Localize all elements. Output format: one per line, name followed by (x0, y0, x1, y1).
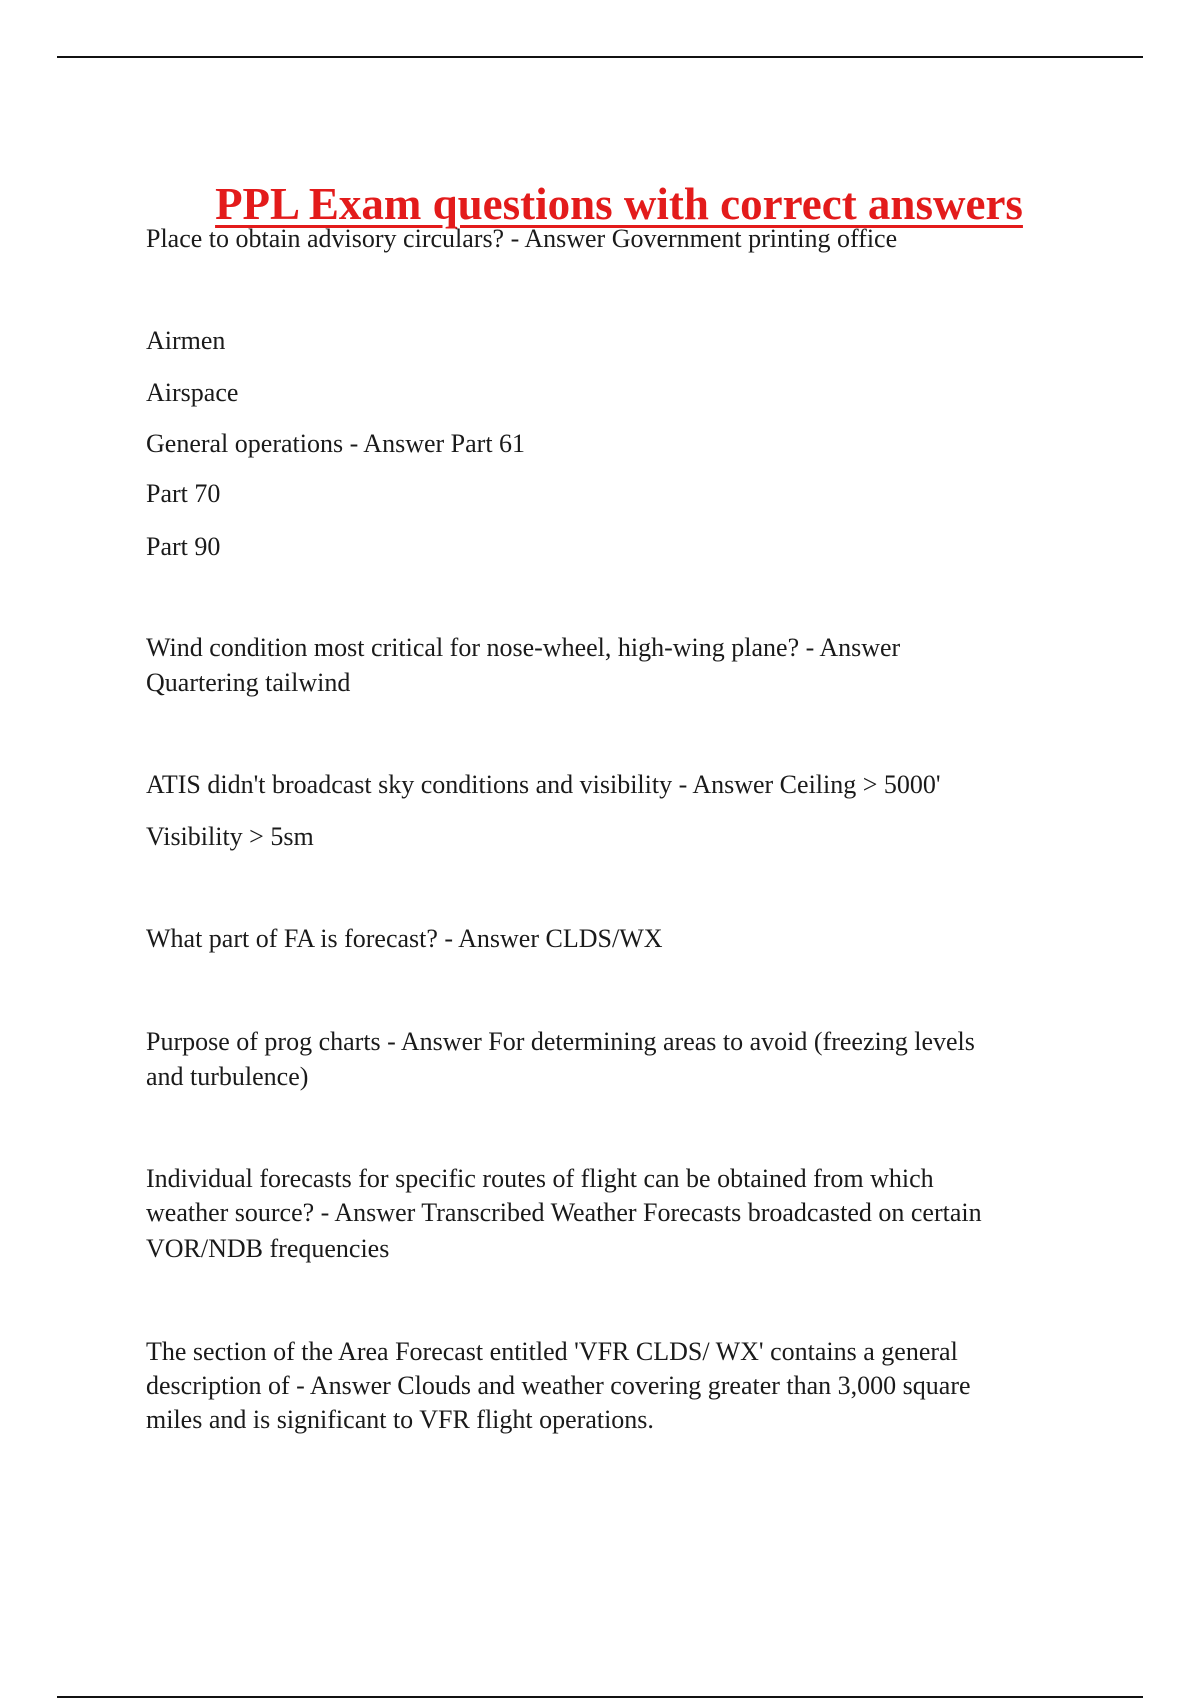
qa-line: What part of FA is forecast? - Answer CLDS/WX (146, 924, 663, 953)
qa-line: Part 70 (146, 479, 221, 508)
qa-line: The section of the Area Forecast entitled 'VFR CLDS/ WX' contains a general (146, 1337, 958, 1366)
qa-line: miles and is significant to VFR flight operations. (146, 1405, 654, 1434)
qa-line: description of - Answer Clouds and weather covering greater than 3,000 square (146, 1371, 971, 1400)
qa-line: Airspace (146, 378, 239, 407)
qa-line: Place to obtain advisory circulars? - Answer Government printing office (146, 224, 898, 253)
qa-line: Quartering tailwind (146, 668, 351, 697)
qa-line: Purpose of prog charts - Answer For determining areas to avoid (freezing levels (146, 1027, 975, 1056)
qa-line: ATIS didn't broadcast sky conditions and visibility - Answer Ceiling > 5000' (146, 770, 941, 799)
qa-line: Airmen (146, 326, 226, 355)
qa-line: Part 90 (146, 532, 221, 561)
qa-line: Visibility > 5sm (146, 822, 314, 851)
page-title: PPL Exam questions with correct answers (215, 179, 1023, 230)
qa-line: Individual forecasts for specific routes of flight can be obtained from which (146, 1164, 934, 1193)
qa-line: Wind condition most critical for nose-wheel, high-wing plane? - Answer (146, 633, 901, 662)
qa-line: General operations - Answer Part 61 (146, 429, 526, 458)
qa-line: and turbulence) (146, 1062, 309, 1091)
bottom-divider (57, 1696, 1143, 1698)
qa-line: VOR/NDB frequencies (146, 1234, 390, 1263)
top-divider (57, 56, 1143, 58)
qa-line: weather source? - Answer Transcribed Weather Forecasts broadcasted on certain (146, 1198, 982, 1227)
